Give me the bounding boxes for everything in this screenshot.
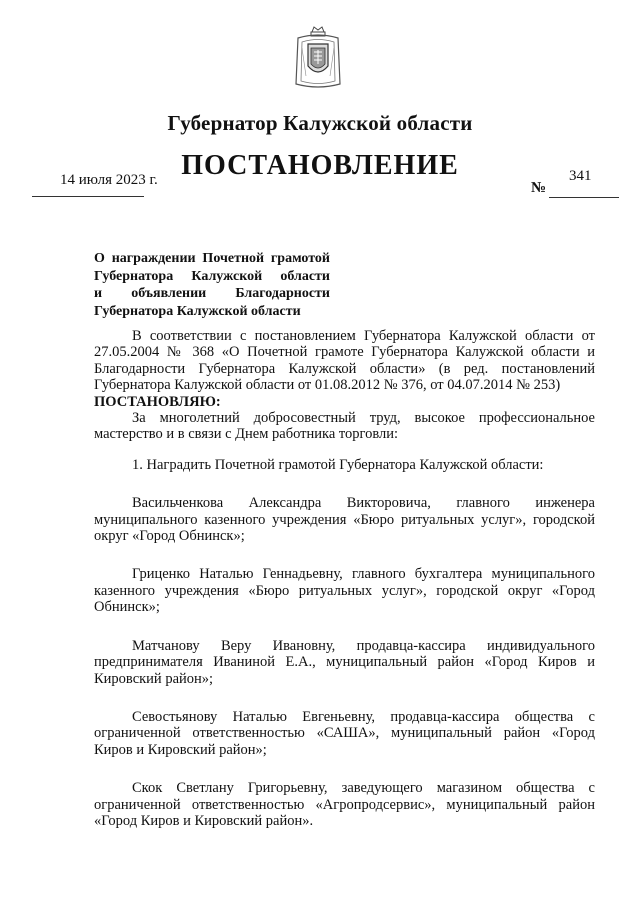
awardee-paragraph: Гриценко Наталью Геннадьевну, главного бухгалтера муниципального казенного учреждения «Бюро ритуальных услуг», городской округ «Город Обнинск»; (94, 566, 595, 616)
awardee-paragraph: Васильченкова Александра Викторовича, главного инженера муниципального казенного учреждения «Бюро ритуальных услуг», городской округ «Город Обнинск»; (94, 495, 595, 545)
document-subject (94, 250, 330, 320)
awardee-paragraph: Матчанову Веру Ивановну, продавца-кассира индивидуального предпринимателя Иваниной Е.А., муниципальный район «Город Киров и Кировский район»; (94, 637, 595, 687)
issuer-title: Губернатор Калужской области (167, 111, 473, 135)
awardee-paragraph: Скок Светлану Григорьевну, заведующего магазином общества с ограниченной ответственностью «Агропродсервис», муниципальный район «Город Киров и Кировский район». (94, 780, 595, 829)
document-type: ПОСТАНОВЛЕНИЕ (181, 150, 459, 181)
document-number: 341 (569, 168, 592, 184)
number-sign: № (531, 180, 547, 196)
date-underline (32, 196, 144, 197)
resolve-heading: ПОСТАНОВЛЯЮ: (94, 393, 221, 410)
subject-line: Губернатора Калужской области (94, 268, 330, 284)
award-item-heading: 1. Наградить Почетной грамотой Губернатора Калужской области: (132, 456, 544, 473)
reason-paragraph: За многолетний добросовестный труд, высокое профессиональное мастерство и в связи с Днем работника торговли: (94, 410, 595, 443)
subject-line: О награждении Почетной грамотой (94, 251, 330, 266)
subject-line: Губернатора Калужской области (94, 303, 301, 319)
document-date: 14 июля 2023 г. (60, 172, 158, 188)
subject-line: и объявлении Благодарности (94, 286, 330, 301)
document-body (94, 328, 595, 829)
awardee-paragraph: Севостьянову Наталью Евгеньевну, продавца-кассира общества с ограниченной ответственностью «САША», муниципальный район «Город Киров и Кировский район»; (94, 708, 595, 758)
coat-of-arms-icon (294, 26, 342, 90)
preamble-paragraph: В соответствии с постановлением Губернатора Калужской области от 27.05.2004 № 368 «О Почетной грамоте Губернатора Калужской области и Благодарности Губернатора Калужской области» (в ред. постановлений Губернатора Калужской области от 01.08.2012 № 376, от 04.07.2014 № 253) (94, 328, 595, 394)
number-underline (549, 197, 619, 198)
